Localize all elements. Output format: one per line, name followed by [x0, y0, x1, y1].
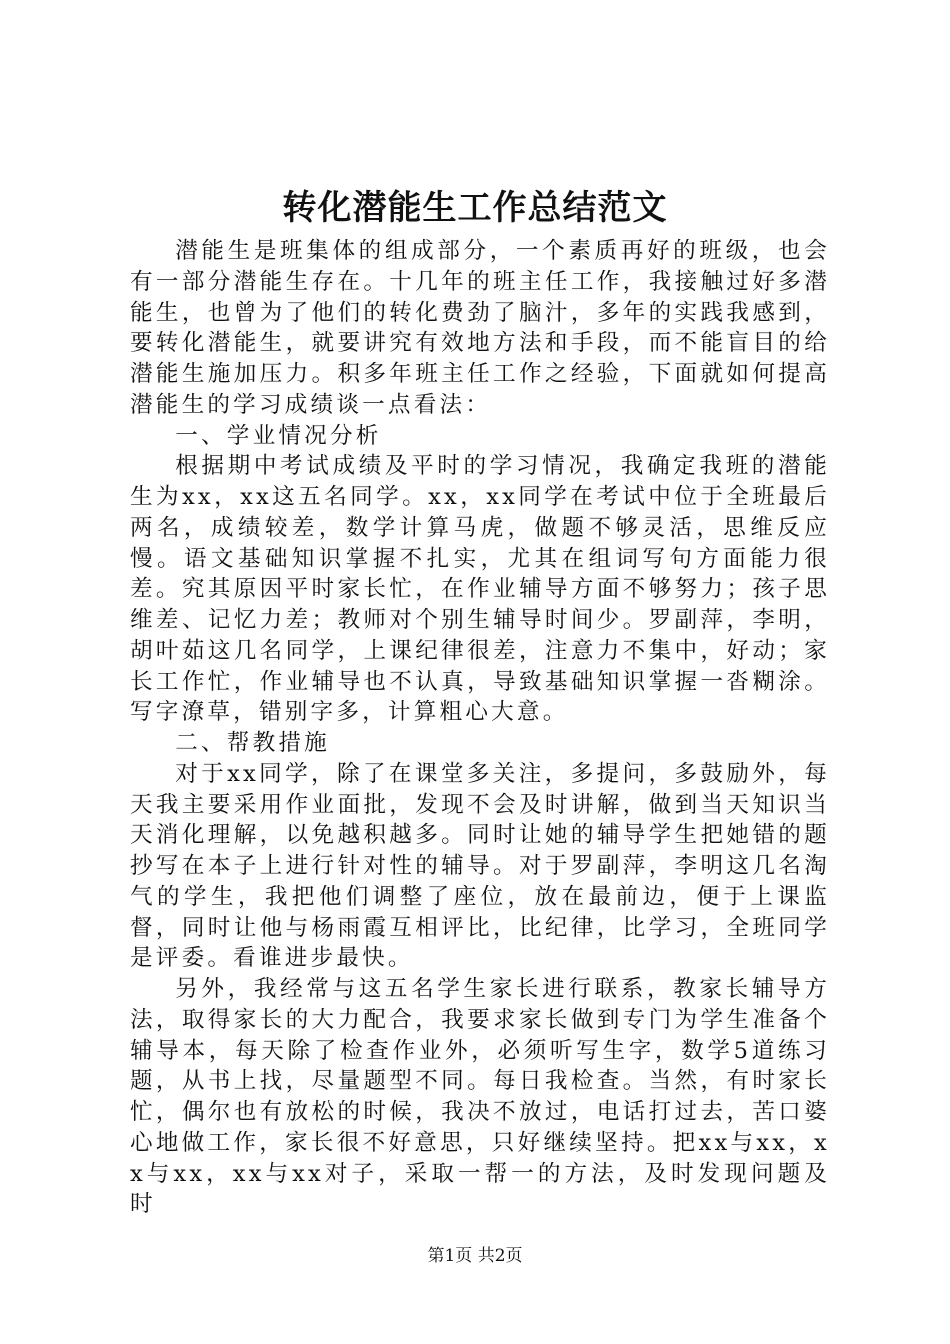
document-title: 转化潜能生工作总结范文 — [282, 188, 668, 228]
paragraph-analysis: 根据期中考试成绩及平时的学习情况，我确定我班的潜能生为xx，xx这五名同学。xx，xx同学在考试中位于全班最后两名，成绩较差，数学计算马虎，做题不够灵活，思维反应慢。语文基础知识掌握不扎实，尤其在组词写句方面能力很差。究其原因平时家长忙，在作业辅导方面不够努力；孩子思维差、记忆力差；教师对个别生辅导时间少。罗副萍，李明，胡叶茹这几名同学，上课纪律很差，注意力不集中，好动；家长工作忙，作业辅导也不认真，导致基础知识掌握一沓糊涂。写字潦草，错别字多，计算粗心大意。 — [130, 453, 830, 726]
section-heading-measures: 二、帮教措施 — [175, 730, 330, 756]
paragraph-intro: 潜能生是班集体的组成部分，一个素质再好的班级，也会有一部分潜能生存在。十几年的班主任工作，我接触过好多潜能生，也曾为了他们的转化费劲了脑汁，多年的实践我感到，要转化潜能生，就要讲究有效地方法和手段，而不能盲目的给潜能生施加压力。积多年班主任工作之经验，下面就如何提高潜能生的学习成绩谈一点看法： — [130, 238, 830, 418]
paragraph-parents: 另外，我经常与这五名学生家长进行联系，教家长辅导方法，取得家长的大力配合，我要求家长做到专门为学生准备个辅导本，每天除了检查作业外，必须听写生字，数学5道练习题，从书上找，尽量题型不同。每日我检查。当然，有时家长忙，偶尔也有放松的时候，我决不放过，电话打过去，苦口婆心地做工作，家长很不好意思，只好继续坚持。把xx与xx，xx与xx，xx与xx对子，采取一帮一的方法，及时发现问题及时 — [130, 976, 830, 1218]
section-heading-analysis: 一、学业情况分析 — [175, 422, 382, 449]
page-footer: 第1页 共2页 — [427, 1246, 523, 1266]
document-body — [130, 236, 830, 1220]
paragraph-measures: 对于xx同学，除了在课堂多关注，多提问，多鼓励外，每天我主要采用作业面批，发现不会及时讲解，做到当天知识当天消化理解，以免越积越多。同时让她的辅导学生把她错的题抄写在本子上进行针对性的辅导。对于罗副萍，李明这几名淘气的学生，我把他们调整了座位，放在最前边，便于上课监督，同时让他与杨雨霞互相评比，比纪律，比学习，全班同学是评委。看谁进步最快。 — [130, 760, 830, 972]
